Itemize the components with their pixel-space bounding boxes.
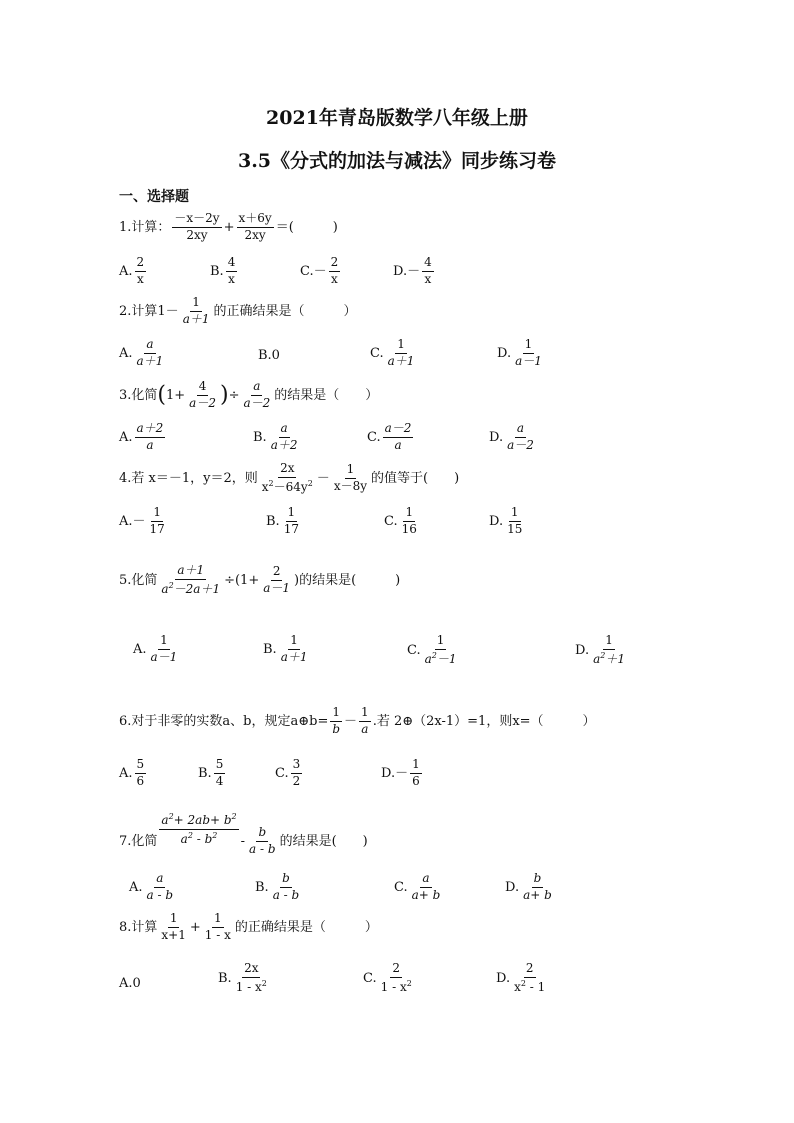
q7-option-c[interactable]: C. $\frac{a}{a+ b}$ — [394, 871, 441, 902]
q2-option-b[interactable]: B.0 — [258, 348, 280, 363]
q5-option-a[interactable]: A. $\frac{1}{a-1}$ — [133, 633, 178, 664]
q2-option-c[interactable]: C. $\frac{1}{a+1}$ — [370, 337, 415, 368]
question-5: 5.化简 $\frac{a+1}{a^2-2a+1}$ ÷(1+ $\frac{2}{a-1}$ )的结果是( ) — [119, 563, 401, 596]
question-3: 3.化简(1+ $\frac{4}{a-2}$ )÷ $\frac{a}{a-2}$ 的结果是（ ） — [119, 379, 379, 410]
q1-option-d[interactable]: D.－ $\frac{4}{x}$ — [393, 255, 432, 286]
question-2: 2.计算1－ $\frac{1}{a+1}$ 的正确结果是（ ） — [119, 295, 357, 326]
q8-option-b[interactable]: B. $\frac{2x}{1 - x^2}$ — [218, 961, 267, 994]
q8-option-a[interactable]: A.0 — [119, 976, 141, 991]
q4-option-b[interactable]: B. $\frac{1}{17}$ — [266, 505, 299, 536]
q2-option-a[interactable]: A. $\frac{a}{a+1}$ — [119, 337, 164, 368]
q1-option-b[interactable]: B. $\frac{4}{x}$ — [210, 255, 236, 286]
q5-option-c[interactable]: C. $\frac{1}{a^2-1}$ — [407, 633, 457, 666]
q1-option-c[interactable]: C.－ $\frac{2}{x}$ — [300, 255, 339, 286]
q4-option-a[interactable]: A.－ $\frac{1}{17}$ — [119, 505, 165, 536]
q5-option-d[interactable]: D. $\frac{1}{a^2+1}$ — [575, 633, 625, 666]
question-8: 8.计算 $\frac{1}{x+1}$ + $\frac{1}{1 - x}$ 的正确结果是（ ） — [119, 911, 378, 942]
q3-option-c[interactable]: C. $\frac{a-2}{a}$ — [367, 421, 412, 452]
q8-option-c[interactable]: C. $\frac{2}{1 - x^2}$ — [363, 961, 412, 994]
q4-option-d[interactable]: D. $\frac{1}{15}$ — [489, 505, 523, 536]
question-6: 6.对于非零的实数a、b，规定a⊕b= $\frac{1}{b}$ － $\frac{1}{a}$ .若 2⊕（2x-1）=1，则x=（ ） — [119, 705, 596, 736]
q5-option-b[interactable]: B. $\frac{1}{a+1}$ — [263, 633, 308, 664]
title-line-2: 3.5《分式的加法与减法》同步练习卷 — [237, 150, 557, 172]
q6-option-a[interactable]: A. $\frac{5}{6}$ — [119, 757, 145, 788]
q1-option-a[interactable]: A. $\frac{2}{x}$ — [119, 255, 145, 286]
q4-option-c[interactable]: C. $\frac{1}{16}$ — [384, 505, 417, 536]
q7-option-d[interactable]: D. $\frac{b}{a+ b}$ — [505, 871, 552, 902]
title-line-1: 2021年青岛版数学八年级上册 — [266, 107, 528, 129]
section-heading: 一、选择题 — [119, 189, 189, 205]
q3-option-d[interactable]: D. $\frac{a}{a-2}$ — [489, 421, 534, 452]
q3-option-a[interactable]: A. $\frac{a+2}{a}$ — [119, 421, 164, 452]
q6-option-c[interactable]: C. $\frac{3}{2}$ — [275, 757, 301, 788]
question-4: 4.若 x＝－1，y＝2，则 $\frac{2x}{x^2-64y^2}$ － $\frac{1}{x-8y}$ 的值等于( ) — [119, 461, 460, 494]
question-1: 1.计算： $\frac{-x-2y}{2xy}$ + $\frac{x+6y}{2xy}$ ＝( ) — [119, 211, 338, 242]
q8-option-d[interactable]: D. $\frac{2}{x^2 - 1}$ — [496, 961, 546, 994]
q2-option-d[interactable]: D. $\frac{1}{a-1}$ — [497, 337, 542, 368]
q6-option-d[interactable]: D.－ $\frac{1}{6}$ — [381, 757, 420, 788]
question-7: 7.化简 $\frac{a^2+ 2ab+ b^2}{a^2 - b^2}$ - $\frac{b}{a - b}$ 的结果是( ) — [119, 812, 368, 856]
q3-option-b[interactable]: B. $\frac{a}{a+2}$ — [253, 421, 298, 452]
q7-option-b[interactable]: B. $\frac{b}{a - b}$ — [255, 871, 300, 902]
q6-option-b[interactable]: B. $\frac{5}{4}$ — [198, 757, 224, 788]
q7-option-a[interactable]: A. $\frac{a}{a - b}$ — [129, 871, 174, 902]
